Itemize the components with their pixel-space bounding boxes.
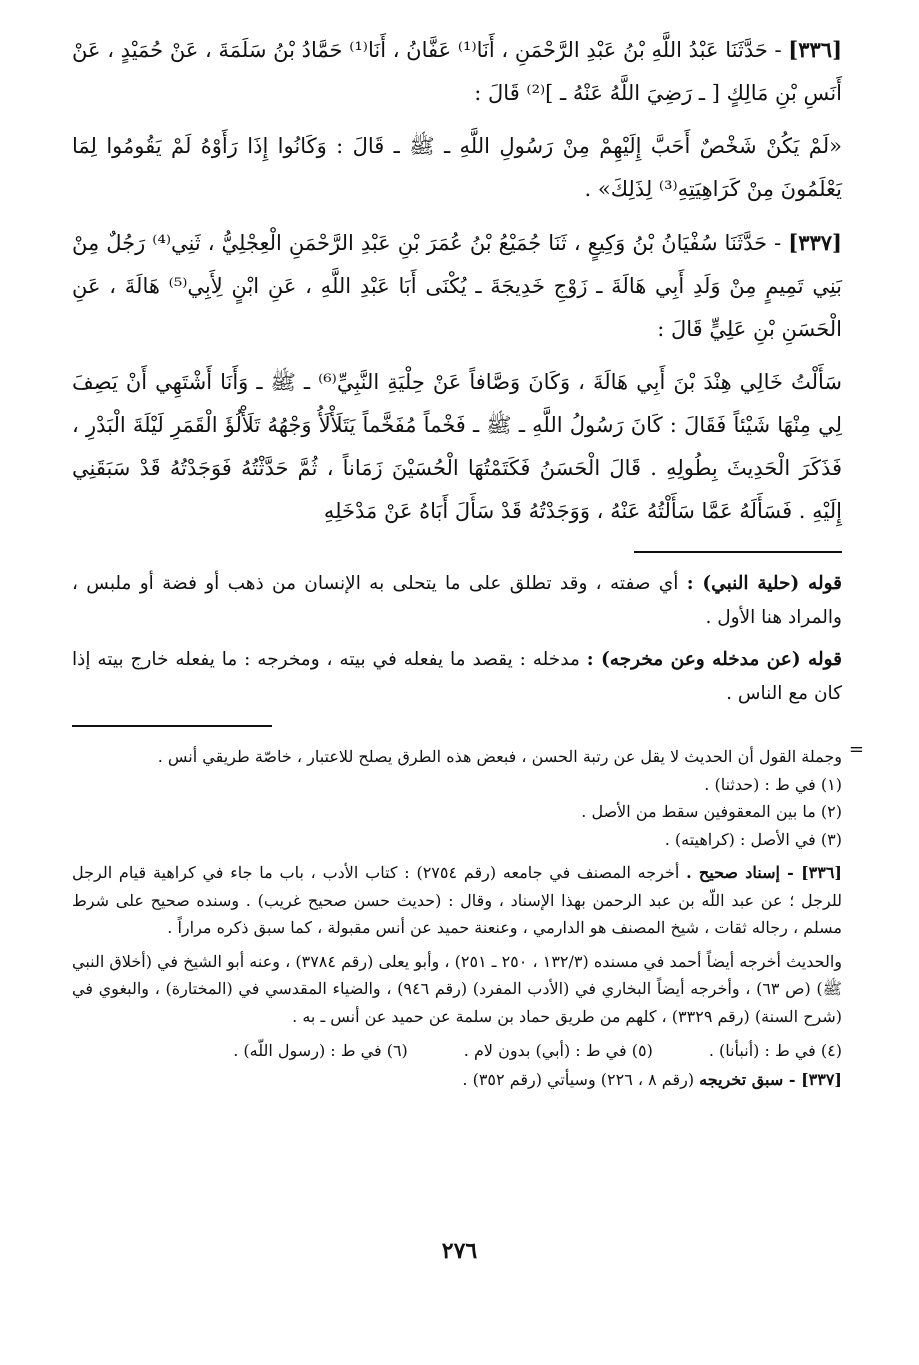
hadith-337-chain: - حَدَّثَنَا سُفْيَانُ بْنُ وَكِيعٍ ، ثَنَا جُمَيْعُ بْنُ عُمَرَ بْنِ عَبْدِ الرَّحْمَنِ الْعِجْلِيُّ ، ثَنِي⁽⁴⁾ رَجُلٌ مِنْ بَنِي تَمِيمٍ مِنْ وَلَدِ أَبِي هَالَةَ ـ زَوْجِ خَدِيجَةَ ـ يُكْنَى أَبَا عَبْدِ اللَّهِ ، عَنِ ابْنٍ لِأَبِي⁽⁵⁾ هَالَةَ ، عَنِ الْحَسَنِ بْنِ عَلِيٍّ قَالَ : (72, 231, 842, 341)
hadith-336-chain: - حَدَّثَنَا عَبْدُ اللَّهِ بْنُ عَبْدِ الرَّحْمَنِ ، أَنَا⁽¹⁾ عَفَّانُ ، أَنَا⁽¹⁾ حَمَّادُ بْنُ سَلَمَةَ ، عَنْ حُمَيْدٍ ، عَنْ أَنَسِ بْنِ مَالِكٍ [ ـ رَضِيَ اللَّهُ عَنْهُ ـ ]⁽²⁾ قَالَ : (72, 38, 842, 105)
divider-footnotes (72, 725, 272, 727)
divider-notes (634, 551, 842, 553)
takhrij-336-more: والحديث أخرجه أيضاً أحمد في مسنده (١٣٢/٣ ، ٢٥٠ ـ ٢٥١) ، وأبو يعلى (رقم ٣٧٨٤) ، وعنه أبو الشيخ في (أخلاق النبي ﷺ) (ص ٦٣) ، وأخرجه أيضاً البخاري في (الأدب المفرد) (رقم ٩٤٦) ، والضياء المقدسي في (المختارة) ، والبغوي في (شرح السنة) (رقم ٣٣٢٩) ، كلهم من طريق حماد بن سلمة عن حميد عن أنس ـ به . (72, 951, 843, 1026)
hadith-337-isnad (72, 221, 842, 351)
footnote-2: (٢) ما بين المعقوفين سقط من الأصل . (581, 802, 842, 821)
hadith-336-number: [٣٣٦] (788, 37, 843, 62)
note-hilya-text: أي صفته ، وقد تطلق على ما يتحلى به الإنسان من ذهب أو فضة أو ملبس ، والمراد هنا الأول . (72, 573, 842, 628)
footnote-3: (٣) في الأصل : (كراهيته) . (664, 829, 842, 849)
footnotes (72, 739, 864, 1094)
page-content (72, 28, 864, 1094)
takhrij-337-text: (رقم ٨ ، ٢٢٦) وسيأتي (رقم ٣٥٢) . (462, 1070, 695, 1089)
footnote-6: (٦) في ط : (رسول اللّه) . (233, 1041, 408, 1060)
hadith-337-number: [٣٣٧] (788, 230, 842, 255)
takhrij-336 (72, 859, 842, 942)
note-madkhal-term: قوله (عن مدخله وعن مخرجه) : (586, 649, 842, 670)
takhrij-337 (72, 1066, 842, 1094)
footnote-continued: وجملة القول أن الحديث لا يقل عن رتبة الحسن ، فبعض هذه الطرق يصلح للاعتبار ، خاصّة طريقي أنس . (157, 747, 842, 766)
hadith-text (72, 28, 842, 533)
note-madkhal (72, 643, 842, 711)
hadith-337-matn: سَأَلْتُ خَالِي هِنْدَ بْنَ أَبِي هَالَةَ ، وَكَانَ وَصَّافاً عَنْ حِلْيَةِ النَّبِيِّ⁽⁶⁾ ـ ﷺ ـ وَأَنَا أَشْتَهِي أَنْ يَصِفَ لِي مِنْهَا شَيْئاً فَقَالَ : كَانَ رَسُولُ اللَّهِ ـ ﷺ ـ فَخْماً مُفَخَّماً يَتَلَأْلَأُ وَجْهُهُ تَلَأْلُؤَ الْقَمَرِ لَيْلَةَ الْبَدْرِ ، فَذَكَرَ الْحَدِيثَ بِطُولِهِ . قَالَ الْحَسَنُ فَكَتَمْتُهَا الْحُسَيْنَ زَمَاناً ، ثُمَّ حَدَّثْتُهُ فَوَجَدْتُهُ قَدْ سَبَقَنِي إِلَيْهِ . فَسَأَلَهُ عَمَّا سَأَلْتُهُ عَنْهُ ، وَوَجَدْتُهُ قَدْ سَأَلَ أَبَاهُ عَنْ مَدْخَلِهِ (72, 370, 842, 523)
continuation-mark: = (848, 739, 864, 760)
note-hilya-term: قوله (حلية النبي) : (686, 573, 842, 594)
note-madkhal-text: مدخله : يقصد ما يفعله في بيته ، ومخرجه : ما يفعله خارج بيته إذا كان مع الناس . (72, 649, 842, 704)
hadith-336-matn: «لَمْ يَكُنْ شَخْصٌ أَحَبَّ إِلَيْهِمْ مِنْ رَسُولِ اللَّهِ ـ ﷺ ـ قَالَ : وَكَانُوا إِذَا رَأَوْهُ لَمْ يَقُومُوا لِمَا يَعْلَمُونَ مِنْ كَرَاهِيَتِهِ⁽³⁾ لِذَلِكَ» . (72, 134, 842, 201)
footnote-5: (٥) في ط : (أبي) بدون لام . (463, 1041, 653, 1060)
takhrij-336-text: أخرجه المصنف في جامعه (رقم ٢٧٥٤) : كتاب الأدب ، باب ما جاء في كراهية قيام الرجل للرجل ؛ عن عبد اللّه بن عبد الرحمن بهذا الإسناد ، وقال : (حديث حسن صحيح غريب) . وسنده صحيح على شرط مسلم ، رجاله ثقات ، شيخ المصنف هو الدارمي ، وعنعنة حميد عن أنس مقبولة ، كما سبق ذكره مراراً . (72, 863, 842, 937)
footnote-1: (١) في ط : (حدثنا) . (704, 774, 842, 794)
takhrij-337-head: [٣٣٧] - سبق تخريجه (699, 1070, 842, 1089)
hadith-336-isnad (72, 28, 842, 115)
takhrij-336-head: [٣٣٦] - إسناد صحيح . (686, 863, 842, 882)
footnote-4: (٤) في ط : (أنبأنا) . (708, 1041, 842, 1060)
explanatory-notes (72, 567, 842, 711)
footnotes-4-6 (72, 1036, 842, 1066)
page-number: ٢٧٦ (441, 1238, 478, 1264)
note-hilya (72, 567, 842, 635)
